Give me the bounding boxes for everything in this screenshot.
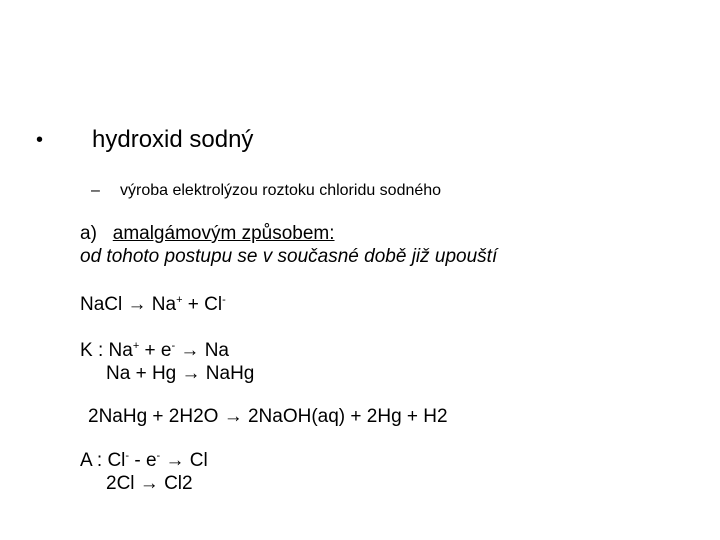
- method-marker: a): [80, 223, 97, 244]
- sub-bullet-dash: –: [91, 182, 100, 199]
- method-note: od tohoto postupu se v současné době již upouští: [80, 246, 498, 267]
- heading: hydroxid sodný: [92, 126, 254, 153]
- eq-text: A : Cl: [80, 450, 126, 471]
- eq-text: K : Na: [80, 340, 133, 361]
- method-title: amalgámovým způsobem:: [112, 223, 335, 244]
- eq-superscript: +: [132, 340, 140, 352]
- eq-superscript: -: [125, 450, 130, 462]
- eq-superscript: -: [171, 340, 176, 352]
- equation-chlorine: 2Cl → Cl2: [106, 473, 193, 494]
- equation-dissociation: [80, 294, 226, 316]
- eq-text: + Cl: [182, 294, 223, 315]
- eq-superscript: -: [222, 294, 226, 306]
- eq-text: → Cl: [160, 450, 208, 471]
- method-line: [80, 223, 335, 245]
- eq-text: + e: [139, 340, 172, 361]
- sub-bullet-text: výroba elektrolýzou roztoku chloridu sodného: [120, 182, 442, 199]
- eq-text: NaCl → Na: [80, 294, 177, 315]
- equation-anode: [80, 450, 208, 472]
- eq-text: → Na: [175, 340, 230, 361]
- eq-superscript: -: [156, 450, 161, 462]
- equation-cathode: [80, 340, 229, 362]
- bullet-point: •: [36, 129, 44, 151]
- equation-amalgam: Na + Hg → NaHg: [106, 363, 255, 384]
- equation-decomposition: 2NaHg + 2H2O → 2NaOH(aq) + 2Hg + H2: [88, 406, 448, 427]
- eq-text: - e: [129, 450, 157, 471]
- eq-superscript: +: [176, 294, 183, 306]
